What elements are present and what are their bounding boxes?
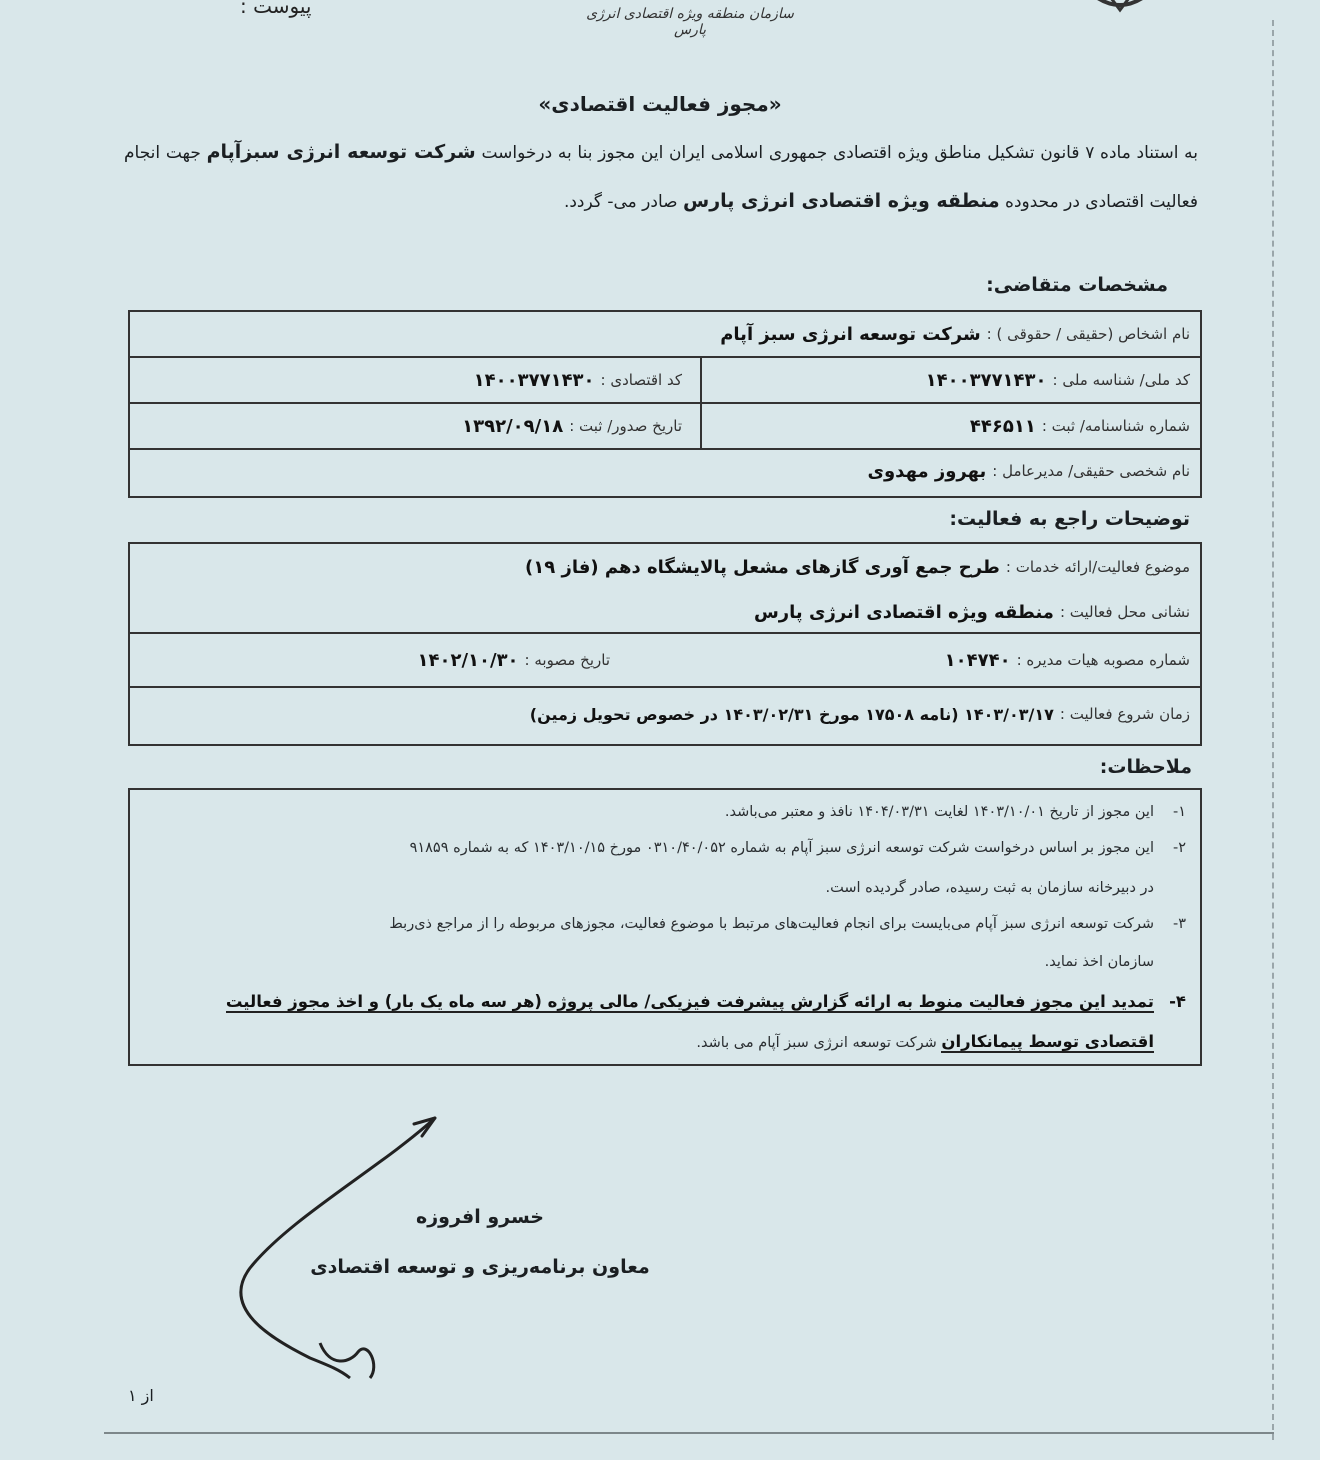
- approval-date-value: ۱۴۰۲/۱۰/۳۰: [417, 649, 519, 671]
- remark-1-number: ۱-: [1172, 804, 1186, 820]
- applicant-row-name: [130, 312, 1200, 358]
- manager-label: نام شخصی حقیقی/ مدیرعامل :: [992, 462, 1190, 480]
- subject-label: موضوع فعالیت/ارائه خدمات :: [1005, 558, 1190, 576]
- board-no-value: ۱۰۴۷۴۰: [944, 649, 1011, 671]
- reg-no-value: ۴۴۶۵۱۱: [969, 415, 1036, 437]
- manager-value: بهروز مهدوی: [867, 460, 987, 482]
- remark-4-bold-part: اقتصادی توسط پیمانکاران: [941, 1032, 1154, 1051]
- document-title: «مجوز فعالیت اقتصادی»: [538, 92, 782, 116]
- national-id-label: کد ملی/ شناسه ملی :: [1052, 371, 1190, 389]
- applicant-row-manager: [130, 450, 1200, 492]
- emblem-icon: [1060, 0, 1180, 34]
- remarks-box: [128, 788, 1202, 1066]
- page-border-bottom: [104, 1432, 1274, 1434]
- start-value: ۱۴۰۳/۰۳/۱۷ (نامه ۱۷۵۰۸ مورخ ۱۴۰۳/۰۲/۳۱ در خصوص تحویل زمین): [529, 704, 1054, 724]
- approval-date-label: تاریخ مصوبه :: [524, 651, 610, 669]
- remark-4-text-a: تمدید این مجوز فعالیت منوط به ارائه گزارش پیشرفت فیزیکی/ مالی پروژه (هر سه ماه یک بار) و اخذ مجوز فعالیت: [225, 992, 1154, 1011]
- economic-code-value: ۱۴۰۰۳۷۷۱۴۳۰: [473, 369, 595, 391]
- intro-text-1: به استناد ماده ۷ قانون تشکیل مناطق ویژه اقتصادی جمهوری اسلامی ایران این مجوز بنا به درخواست: [481, 143, 1199, 163]
- activity-row-subject-address: [130, 544, 1200, 634]
- remark-1-text: این مجوز از تاریخ ۱۴۰۳/۱۰/۰۱ لغایت ۱۴۰۴/۰۳/۳۱ نافذ و معتبر می‌باشد.: [724, 804, 1154, 820]
- economic-code-label: کد اقتصادی :: [600, 371, 682, 389]
- remark-2-number: ۲-: [1172, 840, 1186, 856]
- remark-2-continued: در دبیرخانه سازمان به ثبت رسیده، صادر گردیده است.: [825, 880, 1154, 896]
- intro-company: شرکت توسعه انرژی سبزآپام: [206, 141, 476, 163]
- applicant-table: [128, 310, 1202, 498]
- board-no-label: شماره مصوبه هیات مدیره :: [1016, 651, 1190, 669]
- subject-value: طرح جمع آوری گازهای مشعل پالایشگاه دهم (فاز ۱۹): [525, 556, 1000, 578]
- address-label: نشانی محل فعالیت :: [1059, 603, 1190, 621]
- activity-table: [128, 542, 1202, 746]
- org-name: سازمان منطقه ویژه اقتصادی انرژی پارس: [586, 6, 794, 38]
- intro-zone: منطقه ویژه اقتصادی انرژی پارس: [682, 190, 1000, 212]
- issue-date-label: تاریخ صدور/ ثبت :: [569, 417, 682, 435]
- handwritten-signature-icon: [230, 1108, 450, 1392]
- activity-row-board: [130, 634, 1200, 688]
- page-number: از ۱: [128, 1386, 154, 1405]
- remark-4-number: ۴-: [1169, 992, 1186, 1011]
- intro-text-3: صادر می- گردد.: [563, 192, 678, 212]
- remark-4: [226, 980, 1186, 1024]
- signatory-role: معاون برنامه‌ریزی و توسعه اقتصادی: [310, 1256, 650, 1278]
- remark-3-continued: سازمان اخذ نماید.: [1044, 954, 1154, 970]
- remark-3-number: ۳-: [1172, 916, 1186, 932]
- page-border-right: [1272, 20, 1274, 1440]
- signatory-name: خسرو افروزه: [415, 1206, 544, 1228]
- remark-4-continued: [696, 1020, 1154, 1065]
- issue-date-value: ۱۳۹۲/۰۹/۱۸: [462, 415, 564, 437]
- applicant-row-ids: [130, 358, 1200, 404]
- remark-3-text-a: شرکت توسعه انرژی سبز آپام می‌بایست برای انجام فعالیت‌های مرتبط با موضوع فعالیت، مجوزهای مربوطه را از مراجع ذی‌ربط: [389, 916, 1154, 932]
- reg-no-label: شماره شناسنامه/ ثبت :: [1041, 417, 1190, 435]
- applicant-heading: مشخصات متقاضی:: [986, 274, 1168, 296]
- remark-2: [410, 826, 1186, 870]
- activity-row-start: [130, 688, 1200, 740]
- remarks-heading: ملاحظات:: [1099, 756, 1192, 778]
- activity-heading: توضیحات راجع به فعالیت:: [949, 508, 1190, 530]
- name-label: نام اشخاص (حقیقی / حقوقی ) :: [986, 325, 1190, 343]
- remark-2-text-a: این مجوز بر اساس درخواست شرکت توسعه انرژی سبز آپام به شماره ۰۳۱۰/۴۰/۰۵۲ مورخ ۱۴۰۳/۱۰/۱۵ که به شماره ۹۱۸۵۹: [409, 840, 1154, 856]
- attachment-label: پیوست :: [240, 0, 312, 18]
- start-label: زمان شروع فعالیت :: [1059, 705, 1190, 723]
- name-value: شرکت توسعه انرژی سبز آپام: [720, 323, 981, 345]
- national-id-value: ۱۴۰۰۳۷۷۱۴۳۰: [925, 369, 1047, 391]
- address-value: منطقه ویژه اقتصادی انرژی پارس: [753, 601, 1054, 623]
- intro-text-2: جهت انجام فعالیت اقتصادی در محدوده: [124, 143, 1198, 212]
- intro-paragraph: [124, 128, 1198, 226]
- remark-4-rest: شرکت توسعه انرژی سبز آپام می باشد.: [696, 1035, 937, 1051]
- applicant-row-registration: [130, 404, 1200, 450]
